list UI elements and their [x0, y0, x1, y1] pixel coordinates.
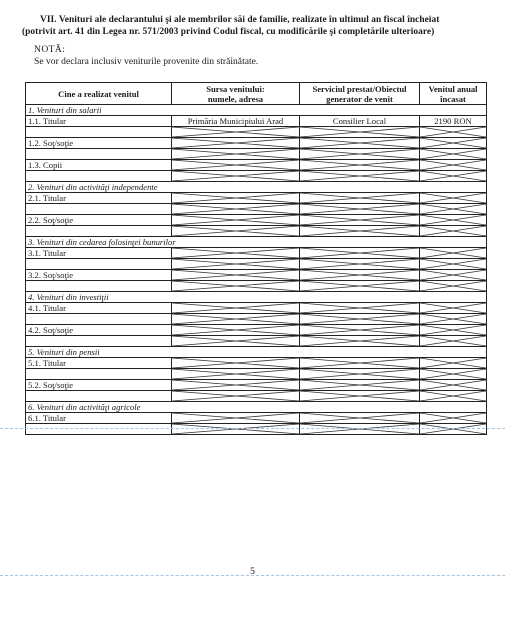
cross-out-mark — [420, 358, 486, 368]
cross-out-mark — [172, 303, 299, 313]
crossed-cell — [300, 270, 420, 281]
cross-out-mark — [300, 270, 419, 280]
scan-divider-line — [0, 575, 505, 576]
empty-cell — [26, 314, 172, 325]
cross-out-mark — [420, 127, 486, 137]
empty-cell — [26, 204, 172, 215]
cross-out-mark — [172, 160, 299, 170]
cross-out-mark — [300, 380, 419, 390]
row-label: 1.2. Soţ/soţie — [26, 138, 172, 149]
cross-out-mark — [420, 215, 486, 225]
cross-out-mark — [420, 413, 486, 423]
cross-out-mark — [300, 424, 419, 434]
header-venit — [420, 83, 487, 105]
crossed-cell — [420, 171, 487, 182]
crossed-cell — [420, 369, 487, 380]
cross-out-mark — [300, 248, 419, 258]
crossed-cell — [420, 204, 487, 215]
cross-out-mark — [172, 358, 299, 368]
table-row — [26, 215, 487, 226]
crossed-cell — [172, 336, 300, 347]
cross-out-mark — [300, 303, 419, 313]
header-serviciu-line-2: generator de venit — [326, 93, 393, 104]
crossed-cell — [300, 424, 420, 435]
cross-out-mark — [420, 138, 486, 148]
cross-out-mark — [420, 259, 486, 269]
header-sursa-line-2: numele, adresa — [207, 93, 264, 104]
crossed-cell — [172, 226, 300, 237]
crossed-cell — [300, 127, 420, 138]
crossed-cell — [172, 380, 300, 391]
cross-out-mark — [420, 303, 486, 313]
cross-out-mark — [300, 413, 419, 423]
section-title: 4. Venituri din investiţii — [26, 292, 487, 303]
crossed-cell — [172, 270, 300, 281]
cross-out-mark — [172, 325, 299, 335]
crossed-cell — [420, 336, 487, 347]
crossed-cell — [300, 369, 420, 380]
table-row — [26, 116, 487, 127]
table-row — [26, 380, 487, 391]
header-serviciu-line-1: Serviciul prestat/Obiectul — [312, 83, 407, 94]
cross-out-mark — [420, 226, 486, 236]
crossed-cell — [300, 204, 420, 215]
crossed-cell — [420, 127, 487, 138]
crossed-cell — [300, 413, 420, 424]
crossed-cell — [172, 160, 300, 171]
cross-out-mark — [172, 391, 299, 401]
crossed-cell — [172, 193, 300, 204]
crossed-cell — [300, 149, 420, 160]
crossed-cell — [420, 314, 487, 325]
note-title: NOTĂ: — [34, 44, 66, 55]
cross-out-mark — [300, 204, 419, 214]
crossed-cell — [300, 314, 420, 325]
crossed-cell — [172, 413, 300, 424]
crossed-cell — [172, 248, 300, 259]
cross-out-mark — [420, 149, 486, 159]
cross-out-mark — [172, 138, 299, 148]
section-title: 2. Venituri din activităţi independente — [26, 182, 487, 193]
crossed-cell — [172, 149, 300, 160]
crossed-cell — [420, 413, 487, 424]
cross-out-mark — [172, 281, 299, 291]
crossed-cell — [300, 259, 420, 270]
crossed-cell — [172, 325, 300, 336]
crossed-cell — [300, 160, 420, 171]
crossed-cell — [300, 215, 420, 226]
row-label: 4.1. Titular — [26, 303, 172, 314]
cross-out-mark — [172, 413, 299, 423]
empty-cell — [26, 391, 172, 402]
header-venit-line-1: Venitul anual — [428, 83, 478, 94]
crossed-cell — [172, 127, 300, 138]
empty-cell — [26, 369, 172, 380]
cross-out-mark — [300, 391, 419, 401]
empty-cell — [26, 149, 172, 160]
table-row — [26, 270, 487, 281]
section-title: 1. Venituri din salarii — [26, 105, 487, 116]
income-source: Primăria Municipiului Arad — [172, 116, 300, 127]
table-row — [26, 325, 487, 336]
income-table — [25, 82, 487, 435]
crossed-cell — [420, 380, 487, 391]
cross-out-mark — [172, 336, 299, 346]
table-row — [26, 248, 487, 259]
cross-out-mark — [172, 171, 299, 181]
cross-out-mark — [420, 391, 486, 401]
crossed-cell — [300, 226, 420, 237]
empty-cell — [26, 281, 172, 292]
cross-out-mark — [172, 226, 299, 236]
cross-out-mark — [420, 270, 486, 280]
empty-cell — [26, 226, 172, 237]
cross-out-mark — [172, 270, 299, 280]
table-row — [26, 160, 487, 171]
cross-out-mark — [420, 380, 486, 390]
cross-out-mark — [172, 259, 299, 269]
cross-out-mark — [300, 369, 419, 379]
crossed-cell — [420, 391, 487, 402]
crossed-cell — [300, 171, 420, 182]
table-header-row — [26, 83, 487, 105]
crossed-cell — [172, 424, 300, 435]
crossed-cell — [420, 325, 487, 336]
page-number: 5 — [250, 566, 255, 577]
cross-out-mark — [420, 248, 486, 258]
row-label: 1.1. Titular — [26, 116, 172, 127]
crossed-cell — [172, 369, 300, 380]
table-row — [26, 303, 487, 314]
cross-out-mark — [420, 193, 486, 203]
section-heading — [22, 14, 492, 38]
cross-out-mark — [300, 325, 419, 335]
table-row — [26, 193, 487, 204]
crossed-cell — [420, 248, 487, 259]
row-label: 2.1. Titular — [26, 193, 172, 204]
crossed-cell — [420, 215, 487, 226]
crossed-cell — [300, 358, 420, 369]
crossed-cell — [420, 259, 487, 270]
cross-out-mark — [300, 358, 419, 368]
note-block — [34, 44, 258, 68]
crossed-cell — [172, 391, 300, 402]
header-sursa — [172, 83, 300, 105]
cross-out-mark — [420, 281, 486, 291]
cross-out-mark — [300, 149, 419, 159]
income-amount: 2190 RON — [420, 116, 487, 127]
crossed-cell — [172, 138, 300, 149]
heading-line-2: (potrivit art. 41 din Legea nr. 571/2003 privind Codul fiscal, cu modificările şi completările ulterioare) — [22, 27, 435, 37]
header-serviciu — [300, 83, 420, 105]
cross-out-mark — [300, 127, 419, 137]
empty-cell — [26, 171, 172, 182]
header-sursa-line-1: Sursa venitului: — [206, 83, 265, 94]
row-label: 2.2. Soţ/soţie — [26, 215, 172, 226]
table-row — [26, 138, 487, 149]
cross-out-mark — [172, 204, 299, 214]
cross-out-mark — [172, 248, 299, 258]
row-label: 6.1. Titular — [26, 413, 172, 424]
crossed-cell — [300, 248, 420, 259]
row-label: 5.1. Titular — [26, 358, 172, 369]
crossed-cell — [420, 193, 487, 204]
section-title: 5. Venituri din pensii — [26, 347, 487, 358]
cross-out-mark — [172, 215, 299, 225]
crossed-cell — [172, 259, 300, 270]
crossed-cell — [172, 314, 300, 325]
crossed-cell — [172, 215, 300, 226]
cross-out-mark — [172, 149, 299, 159]
empty-cell — [26, 127, 172, 138]
crossed-cell — [420, 303, 487, 314]
cross-out-mark — [300, 160, 419, 170]
crossed-cell — [172, 358, 300, 369]
cross-out-mark — [300, 215, 419, 225]
row-label: 3.1. Titular — [26, 248, 172, 259]
crossed-cell — [420, 226, 487, 237]
cross-out-mark — [300, 193, 419, 203]
crossed-cell — [420, 281, 487, 292]
cross-out-mark — [420, 369, 486, 379]
crossed-cell — [172, 303, 300, 314]
heading-line-1: VII. Venituri ale declarantului şi ale membrilor săi de familie, realizate în ultimul an fiscal încheiat — [40, 15, 440, 25]
section-title: 3. Venituri din cedarea folosinţei bunurilor — [26, 237, 487, 248]
crossed-cell — [172, 204, 300, 215]
crossed-cell — [172, 171, 300, 182]
cross-out-mark — [300, 281, 419, 291]
crossed-cell — [172, 281, 300, 292]
cross-out-mark — [420, 424, 486, 434]
cross-out-mark — [172, 424, 299, 434]
cross-out-mark — [300, 226, 419, 236]
cross-out-mark — [420, 171, 486, 181]
row-label: 5.2. Soţ/soţie — [26, 380, 172, 391]
cross-out-mark — [300, 336, 419, 346]
crossed-cell — [420, 270, 487, 281]
crossed-cell — [300, 325, 420, 336]
crossed-cell — [300, 380, 420, 391]
empty-cell — [26, 336, 172, 347]
scan-divider-line — [0, 428, 505, 429]
cross-out-mark — [420, 325, 486, 335]
header-venit-line-2: încasat — [440, 93, 466, 104]
crossed-cell — [420, 149, 487, 160]
row-label: 4.2. Soţ/soţie — [26, 325, 172, 336]
crossed-cell — [300, 303, 420, 314]
crossed-cell — [300, 281, 420, 292]
header-cine: Cine a realizat venitul — [26, 83, 172, 105]
empty-cell — [26, 259, 172, 270]
section-title: 6. Venituri din activităţi agricole — [26, 402, 487, 413]
cross-out-mark — [172, 380, 299, 390]
crossed-cell — [420, 138, 487, 149]
income-service: Consilier Local — [300, 116, 420, 127]
table-row — [26, 358, 487, 369]
crossed-cell — [300, 138, 420, 149]
crossed-cell — [300, 391, 420, 402]
crossed-cell — [300, 336, 420, 347]
crossed-cell — [420, 160, 487, 171]
cross-out-mark — [172, 314, 299, 324]
cross-out-mark — [420, 314, 486, 324]
cross-out-mark — [420, 336, 486, 346]
crossed-cell — [420, 424, 487, 435]
row-label: 3.2. Soţ/soţie — [26, 270, 172, 281]
row-label: 1.3. Copii — [26, 160, 172, 171]
cross-out-mark — [172, 127, 299, 137]
cross-out-mark — [172, 369, 299, 379]
note-text: Se vor declara inclusiv veniturile provenite din străinătate. — [34, 56, 259, 67]
cross-out-mark — [300, 259, 419, 269]
cross-out-mark — [300, 314, 419, 324]
crossed-cell — [300, 193, 420, 204]
cross-out-mark — [172, 193, 299, 203]
cross-out-mark — [420, 160, 486, 170]
cross-out-mark — [420, 204, 486, 214]
cross-out-mark — [300, 138, 419, 148]
empty-cell — [26, 424, 172, 435]
crossed-cell — [420, 358, 487, 369]
table-row — [26, 413, 487, 424]
cross-out-mark — [300, 171, 419, 181]
